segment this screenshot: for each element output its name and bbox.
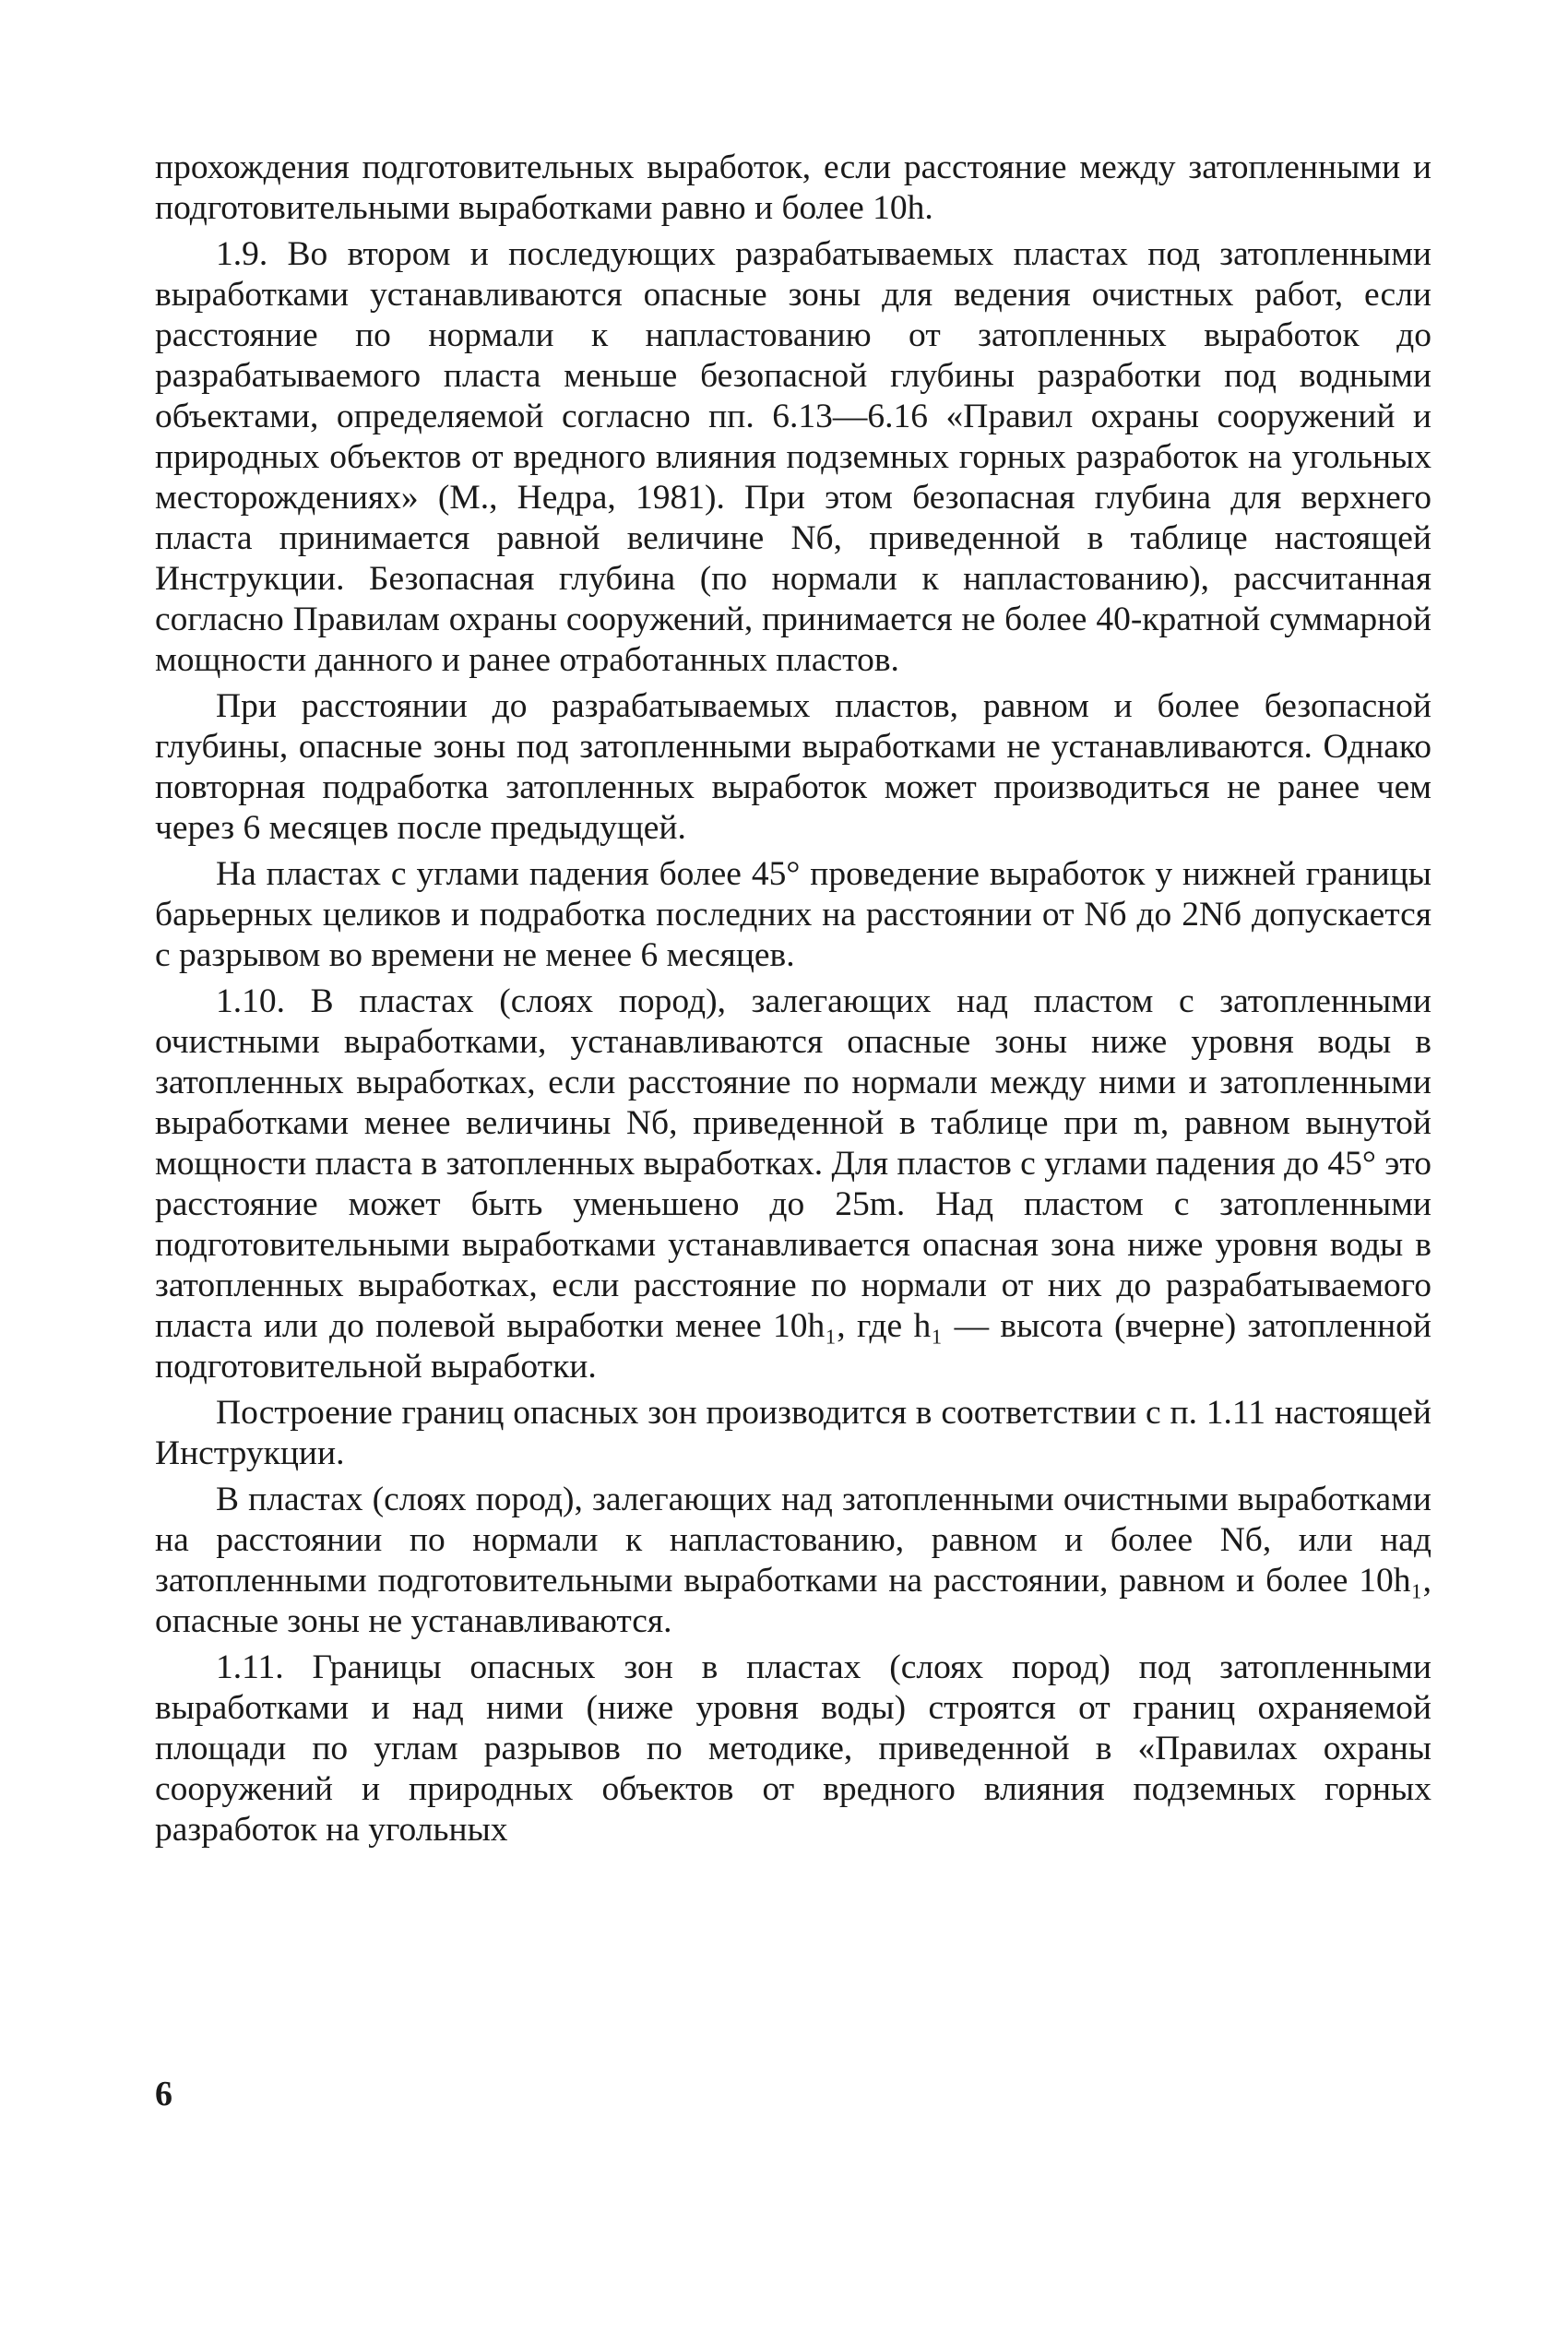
paragraph-safe-depth: При расстоянии до разрабатываемых пластов, равном и более безопасной глубины, опасные зоны под затопленными выработками не устанавливаются. Однако повторная подработка затопленных выработок может производиться не ранее чем через 6 месяцев после предыдущей. [155,687,1431,847]
page-number: 6 [155,2075,172,2113]
paragraph-1-11: 1.11. Границы опасных зон в пластах (слоях пород) под затопленными выработками и над ними (ниже уровня воды) строятся от границ охраняемой площади по углам разрывов по методике, приведенной в «Правилах охраны сооружений и природных объектов от вредного влияния подземных горных разработок на угольных [155,1648,1431,1849]
paragraph-boundary-construction: Построение границ опасных зон производится в соответствии с п. 1.11 настоящей Инструкции. [155,1394,1431,1472]
paragraph-1-10: 1.10. В пластах (слоях пород), залегающих над пластом с затопленными очистными выработками, устанавливаются опасные зоны ниже уровня воды в затопленных выработках, если расстояние по нормали между ними и затопленными выработками менее величины Nб, приведенной в таблице при m, равном вынутой мощности пласта в затопленных выработках. Для пластов с углами падения до 45° это расстояние может быть уменьшено до 25m. Над пластом с затопленными подготовительными выработками устанавливается опасная зона ниже уровня воды в затопленных выработках, если расстояние по нормали от них до разрабатываемого пласта или до полевой выработки менее 10h₁, где h₁ — высота (вчерне) затопленной подготовительной выработки. [155,982,1431,1386]
paragraph-continuation: прохождения подготовительных выработок, если расстояние между затопленными и подготовительными выработками равно и более 10h. [155,149,1431,227]
page-body [155,148,1431,1850]
paragraph-no-danger-zones: В пластах (слоях пород), залегающих над затопленными очистными выработками на расстоянии по нормали к напластованию, равном и более Nб, или над затопленными подготовительными выработками на расстоянии, равном и более 10h₁, опасные зоны не устанавливаются. [155,1481,1431,1640]
paragraph-steep-seams: На пластах с углами падения более 45° проведение выработок у нижней границы барьерных целиков и подработка последних на расстоянии от Nб до 2Nб допускается с разрывом во времени не менее 6 месяцев. [155,855,1431,974]
paragraph-1-9: 1.9. Во втором и последующих разрабатываемых пластах под затопленными выработками устанавливаются опасные зоны для ведения очистных работ, если расстояние по нормали к напластованию от затопленных выработок до разрабатываемого пласта меньше безопасной глубины разработки под водными объектами, определяемой согласно пп. 6.13—6.16 «Правил охраны сооружений и природных объектов от вредного влияния подземных горных разработок на угольных месторождениях» (М., Недра, 1981). При этом безопасная глубина для верхнего пласта принимается равной величине Nб, приведенной в таблице настоящей Инструкции. Безопасная глубина (по нормали к напластованию), рассчитанная согласно Правилам охраны сооружений, принимается не более 40-кратной суммарной мощности данного и ранее отработанных пластов. [155,235,1431,679]
